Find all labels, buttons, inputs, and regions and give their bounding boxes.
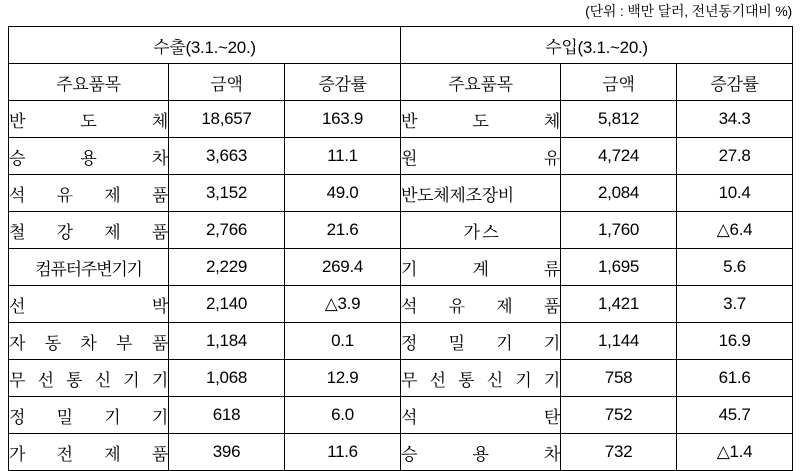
import-rate: 16.9 [677, 323, 793, 360]
import-item: 승 용 차 [401, 434, 561, 471]
export-group-title: 수출(3.1.~20.) [9, 27, 401, 64]
export-item: 정 밀 기 기 [9, 397, 169, 434]
export-item: 철 강 제 품 [9, 212, 169, 249]
export-item: 자 동 차 부 품 [9, 323, 169, 360]
import-item: 반도체제조장비 [401, 175, 561, 212]
export-amount: 3,663 [169, 138, 285, 175]
table-group-header-row [9, 27, 793, 64]
import-amount: 4,724 [561, 138, 677, 175]
export-amount: 2,229 [169, 249, 285, 286]
table-row [9, 212, 793, 249]
import-rate: △6.4 [677, 212, 793, 249]
import-amount: 5,812 [561, 101, 677, 138]
import-rate: 45.7 [677, 397, 793, 434]
export-amount: 2,766 [169, 212, 285, 249]
unit-note: (단위 : 백만 달러, 전년동기대비 %) [585, 3, 792, 19]
import-group-title: 수입(3.1.~20.) [401, 27, 793, 64]
import-item: 석 유 제 품 [401, 286, 561, 323]
import-item: 정 밀 기 기 [401, 323, 561, 360]
trade-items-table [8, 26, 793, 471]
export-amount: 18,657 [169, 101, 285, 138]
export-rate: 49.0 [285, 175, 401, 212]
export-amount: 396 [169, 434, 285, 471]
export-amount: 1,068 [169, 360, 285, 397]
import-amount: 1,421 [561, 286, 677, 323]
table-row [9, 101, 793, 138]
export-rate: △3.9 [285, 286, 401, 323]
export-item: 가 전 제 품 [9, 434, 169, 471]
import-item: 기 계 류 [401, 249, 561, 286]
export-rate: 21.6 [285, 212, 401, 249]
import-item: 가 스 [401, 212, 561, 249]
import-rate: 5.6 [677, 249, 793, 286]
import-item: 석 탄 [401, 397, 561, 434]
export-rate: 11.1 [285, 138, 401, 175]
export-rate: 269.4 [285, 249, 401, 286]
table-column-header-row [9, 64, 793, 101]
table-row [9, 249, 793, 286]
import-col-rate: 증감률 [677, 64, 793, 101]
export-rate: 0.1 [285, 323, 401, 360]
import-rate: 61.6 [677, 360, 793, 397]
import-item: 무 선 통 신 기 기 [401, 360, 561, 397]
export-rate: 6.0 [285, 397, 401, 434]
table-row [9, 175, 793, 212]
table-row [9, 138, 793, 175]
table-row [9, 397, 793, 434]
export-col-amount: 금액 [169, 64, 285, 101]
export-item: 선 박 [9, 286, 169, 323]
import-col-amount: 금액 [561, 64, 677, 101]
import-item: 반 도 체 [401, 101, 561, 138]
export-rate: 11.6 [285, 434, 401, 471]
export-item: 승 용 차 [9, 138, 169, 175]
import-amount: 758 [561, 360, 677, 397]
export-col-item: 주요품목 [9, 64, 169, 101]
table-row [9, 434, 793, 471]
export-item: 무 선 통 신 기 기 [9, 360, 169, 397]
import-amount: 1,695 [561, 249, 677, 286]
table-body [9, 101, 793, 471]
export-item: 컴퓨터주변기기 [9, 249, 169, 286]
import-rate: 3.7 [677, 286, 793, 323]
import-amount: 2,084 [561, 175, 677, 212]
import-amount: 1,760 [561, 212, 677, 249]
import-amount: 752 [561, 397, 677, 434]
export-rate: 163.9 [285, 101, 401, 138]
export-item: 반 도 체 [9, 101, 169, 138]
import-amount: 732 [561, 434, 677, 471]
import-rate: △1.4 [677, 434, 793, 471]
export-amount: 2,140 [169, 286, 285, 323]
export-amount: 3,152 [169, 175, 285, 212]
import-col-item: 주요품목 [401, 64, 561, 101]
import-rate: 10.4 [677, 175, 793, 212]
import-item: 원 유 [401, 138, 561, 175]
table-row [9, 323, 793, 360]
table-row [9, 286, 793, 323]
export-rate: 12.9 [285, 360, 401, 397]
export-amount: 618 [169, 397, 285, 434]
export-amount: 1,184 [169, 323, 285, 360]
table-row [9, 360, 793, 397]
export-col-rate: 증감률 [285, 64, 401, 101]
import-amount: 1,144 [561, 323, 677, 360]
import-rate: 34.3 [677, 101, 793, 138]
import-rate: 27.8 [677, 138, 793, 175]
export-item: 석 유 제 품 [9, 175, 169, 212]
